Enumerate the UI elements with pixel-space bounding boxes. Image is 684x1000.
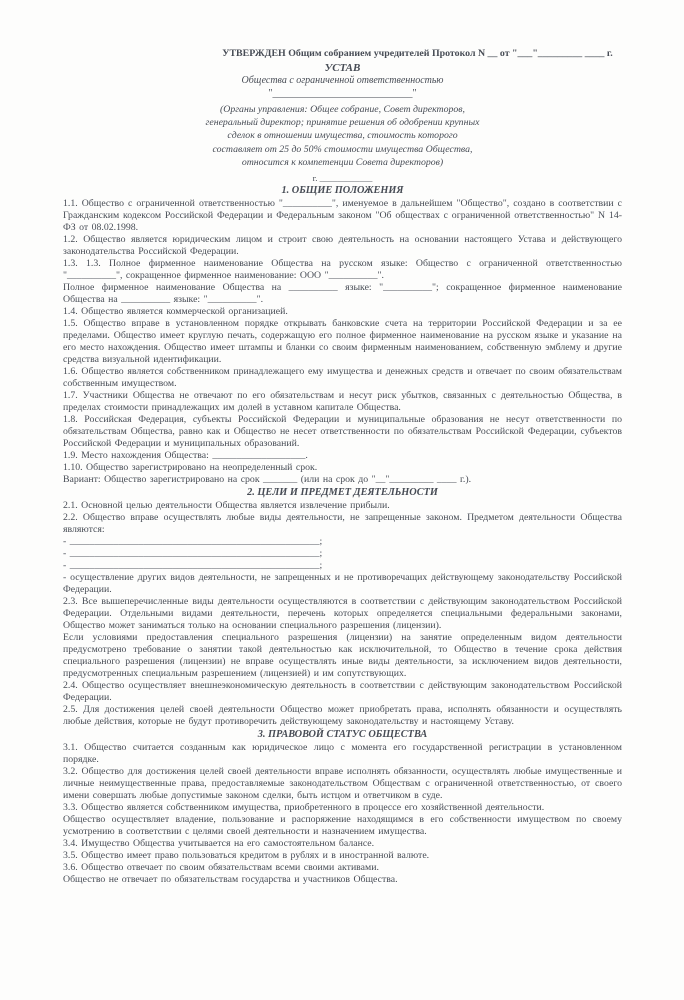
paragraph: 3.3. Общество является собственником имущества, приобретенного в процессе его хозяйственной деятельности. [63,802,545,814]
section-heading: 2. ЦЕЛИ И ПРЕДМЕТ ДЕЯТЕЛЬНОСТИ [247,486,438,498]
company-name-blank: "____________________________" [268,87,417,99]
management-note-line: сделок в отношении имущества, стоимость которого [227,130,458,142]
management-note [63,103,622,170]
paragraph: 2.3. Все вышеперечисленные виды деятельности осуществляются в соответствии с действующим законодательством Российской Федерации. Отдельными видами деятельности, перечень которых определяется специальными федеральными законами, Общество может заниматься только на основании специального разрешения (лицензии). [63,595,622,631]
management-note-line: относится к компетенции Совета директоров) [241,157,444,169]
city-line: г. ____________ [312,172,373,183]
management-note-line: генеральный директор; принятие решения об одобрении крупных [205,116,480,128]
document-subtitle: Общества с ограниченной ответственностью [241,74,444,86]
section-heading: 3. ПРАВОВОЙ СТАТУС ОБЩЕСТВА [257,728,428,740]
paragraph: 3.4. Имущество Общества учитывается на его самостоятельном балансе. [63,838,375,850]
approval-line: УТВЕРЖДЕН Общим собранием учредителей Протокол N __ от "___"_________ ____ г. [222,48,613,59]
paragraph: 2.1. Основной целью деятельности Общества является извлечение прибыли. [63,499,390,511]
paragraph: - ___________________________________________________; [63,547,323,559]
document-section [63,185,622,486]
paragraph: 1.9. Место нахождения Общества: ___________________. [63,449,308,461]
management-note-line: составляет от 25 до 50% стоимости имущества Общества, [212,143,473,155]
paragraph: - ___________________________________________________; [63,559,323,571]
paragraph: 2.5. Для достижения целей своей деятельности Общество может приобретать права, исполнять обязанности и осуществлять любые действия, которые не будут противоречить действующему законодательству и настоящему Уставу. [63,703,622,727]
paragraph: 3.5. Общество имеет право пользоваться кредитом в рублях и в иностранной валюте. [63,850,430,862]
paragraph: Вариант: Общество зарегистрировано на срок _______ (или на срок до "__"_________ ____ г.). [63,473,472,485]
document-section [63,487,622,728]
section-heading: 1. ОБЩИЕ ПОЛОЖЕНИЯ [281,184,404,196]
paragraph: Общество не отвечает по обязательствам государства и участников Общества. [63,874,398,886]
document-section [63,729,622,886]
paragraph: 1.6. Общество является собственником принадлежащего ему имущества и денежных средств и отвечает по своим обязательствам собственным имуществом. [63,365,622,389]
document-title: УСТАВ [324,61,361,74]
paragraph: 1.3. 1.3. Полное фирменное наименование Общества на русском языке: Общество с ограниченной ответственностью "__________", сокращенное фирменное наименование: ООО "__________". [63,257,622,281]
paragraph: 2.2. Общество вправе осуществлять любые виды деятельности, не запрещенные законом. Предметом деятельности Общества являются: [63,511,622,535]
paragraph: 1.7. Участники Общества не отвечают по его обязательствам и несут риск убытков, связанных с деятельностью Общества, в пределах стоимости принадлежащих им долей в уставном капитале Общества. [63,389,622,413]
document-body [63,185,622,887]
paragraph: - ___________________________________________________; [63,535,323,547]
paragraph: 1.8. Российская Федерация, субъекты Российской Федерации и муниципальные образования не несут ответственности по обязательствам Общества, равно как и Общество не несет ответственности по обязательствам Российской Федерации, субъектов Российской Федерации и муниципальных образований. [63,413,622,449]
paragraph: 3.2. Общество для достижения целей своей деятельности вправе исполнять обязанности, осуществлять любые имущественные и личные неимущественные права, предоставляемые законодательством Обществам с ограниченной ответственностью, от своего имени совершать любые допустимые законом сделки, быть истцом и ответчиком в суде. [63,766,622,802]
paragraph: 1.5. Общество вправе в установленном порядке открывать банковские счета на территории Российской Федерации и за ее пределами. Общество имеет круглую печать, содержащую его полное фирменное наименование на русском языке и указание на его место нахождения. Общество имеет штампы и бланки со своим фирменным наименованием, собственную эмблему и другие средства визуальной идентификации. [63,317,622,365]
paragraph: 1.4. Общество является коммерческой организацией. [63,305,288,317]
paragraph: 1.10. Общество зарегистрировано на неопределенный срок. [63,461,318,473]
paragraph: 2.4. Общество осуществляет внешнеэкономическую деятельность в соответствии с действующим законодательством Российской Федерации. [63,679,622,703]
management-note-line: (Органы управления: Общее собрание, Совет директоров, [220,103,465,115]
paragraph: Полное фирменное наименование Общества на __________ языке: "__________"; сокращенное фирменное наименование Общества на __________ языке: "__________". [63,281,622,305]
paragraph: - осуществление других видов деятельности, не запрещенных и не противоречащих действующему законодательству Российской Федерации. [63,571,622,595]
paragraph: Если условиями предоставления специального разрешения (лицензии) на занятие определенным видом деятельности предусмотрено требование о занятии такой деятельностью как исключительной, то Общество в течение срока действия специального разрешения (лицензии) не вправе осуществлять иные виды деятельности, за исключением видов деятельности, предусмотренных специальным разрешением (лицензией) и им сопутствующих. [63,631,622,679]
paragraph: 1.2. Общество является юридическим лицом и строит свою деятельность на основании настоящего Устава и действующего законодательства Российской Федерации. [63,233,622,257]
paragraph: Общество осуществляет владение, пользование и распоряжение находящимся в его собственности имуществом по своему усмотрению в соответствии с целями своей деятельности и назначением имущества. [63,814,622,838]
paragraph: 3.6. Общество отвечает по своим обязательствам всеми своими активами. [63,862,379,874]
paragraph: 3.1. Общество считается созданным как юридическое лицо с момента его государственной регистрации в установленном порядке. [63,742,622,766]
paragraph: 1.1. Общество с ограниченной ответственностью "__________", именуемое в дальнейшем "Общество", создано в соответствии с Гражданским кодексом Российской Федерации и Федеральным законом "Об обществах с ограниченной ответственностью" N 14-ФЗ от 08.02.1998. [63,197,622,233]
